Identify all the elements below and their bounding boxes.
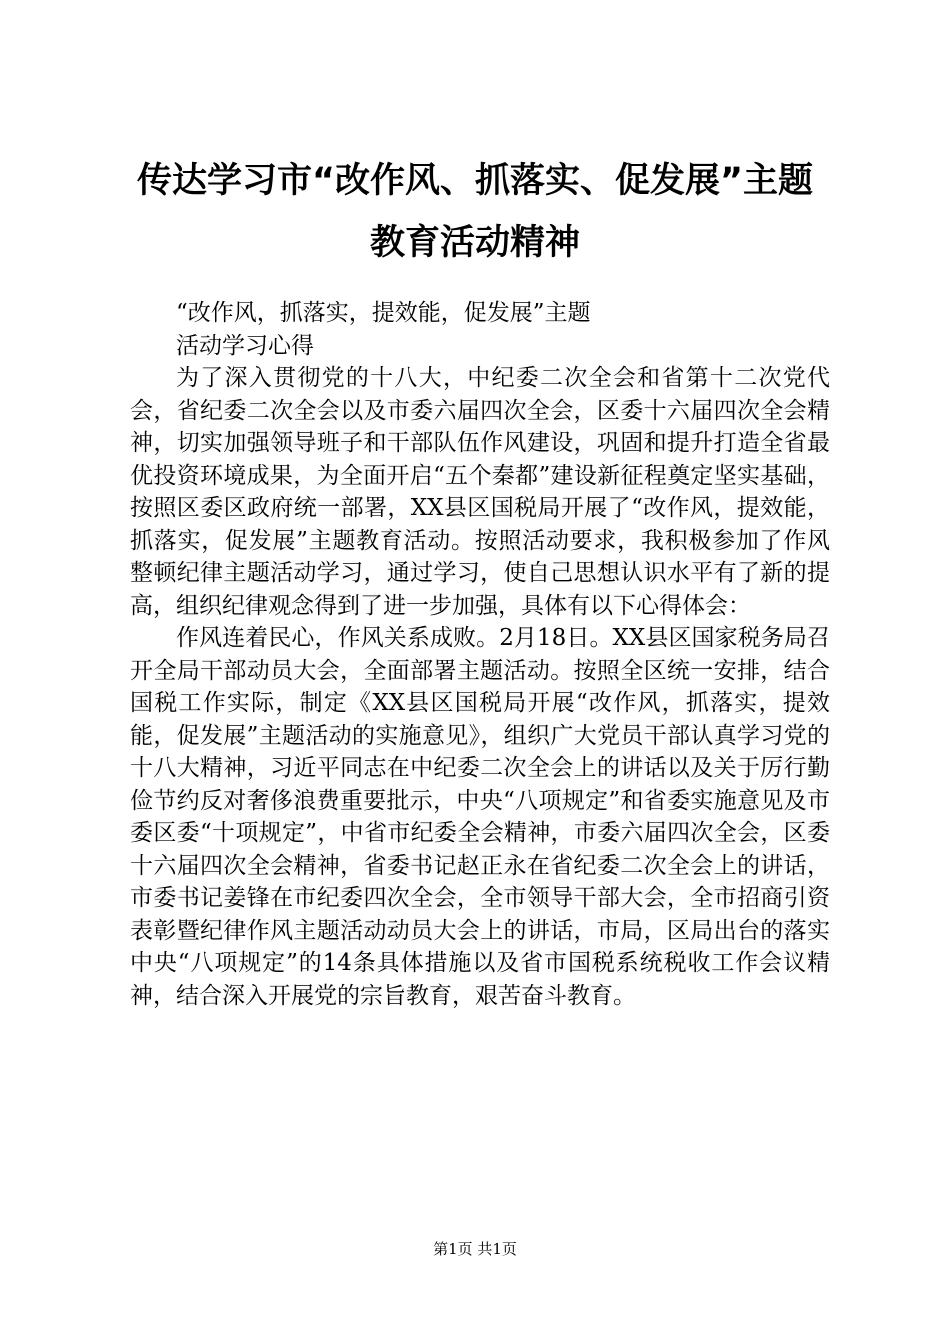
document-title-line-1: 传达学习市“改作风、抓落实、促发展”主题: [136, 161, 813, 201]
subtitle-line-2: 活动学习心得: [176, 332, 314, 359]
document-body: [130, 297, 830, 1012]
body-paragraph: 为了深入贯彻党的十八大，中纪委二次全会和省第十二次党代会，省纪委二次全会以及市委六届四次全会，区委十六届四次全会精神，切实加强领导班子和干部队伍作风建设，巩固和提升打造全省最优投资环境成果，为全面开启“五个秦都”建设新征程奠定坚实基础，按照区委区政府统一部署，XX县区国税局开展了“改作风，提效能，抓落实，促发展”主题教育活动。按照活动要求，我积极参加了作风整顿纪律主题活动学习，通过学习，使自己思想认识水平有了新的提高，组织纪律观念得到了进一步加强，具体有以下心得体会：: [130, 365, 830, 619]
page-footer: 第1页 共1页: [433, 1240, 517, 1258]
body-paragraph: 作风连着民心，作风关系成败。2月18日。XX县区国家税务局召开全局干部动员大会，全面部署主题活动。按照全区统一安排，结合国税工作实际，制定《XX县区国税局开展“改作风，抓落实，提效能，促发展”主题活动的实施意见》，组织广大党员干部认真学习党的十八大精神，习近平同志在中纪委二次全会上的讲话以及关于厉行勤俭节约反对奢侈浪费重要批示，中央“八项规定”和省委实施意见及市委区委“十项规定”，中省市纪委全会精神，市委六届四次全会，区委十六届四次全会精神，省委书记赵正永在省纪委二次全会上的讲话，市委书记姜锋在市纪委四次全会，全市领导干部大会，全市招商引资表彰暨纪律作风主题活动动员大会上的讲话，市局，区局出台的落实中央“八项规定”的14条具体措施以及省市国税系统税收工作会议精神，结合深入开展党的宗旨教育，艰苦奋斗教育。: [130, 625, 830, 1009]
subtitle-line-1: “改作风，抓落实，提效能，促发展”主题: [176, 300, 591, 326]
document-title-line-2: 教育活动精神: [369, 223, 580, 263]
